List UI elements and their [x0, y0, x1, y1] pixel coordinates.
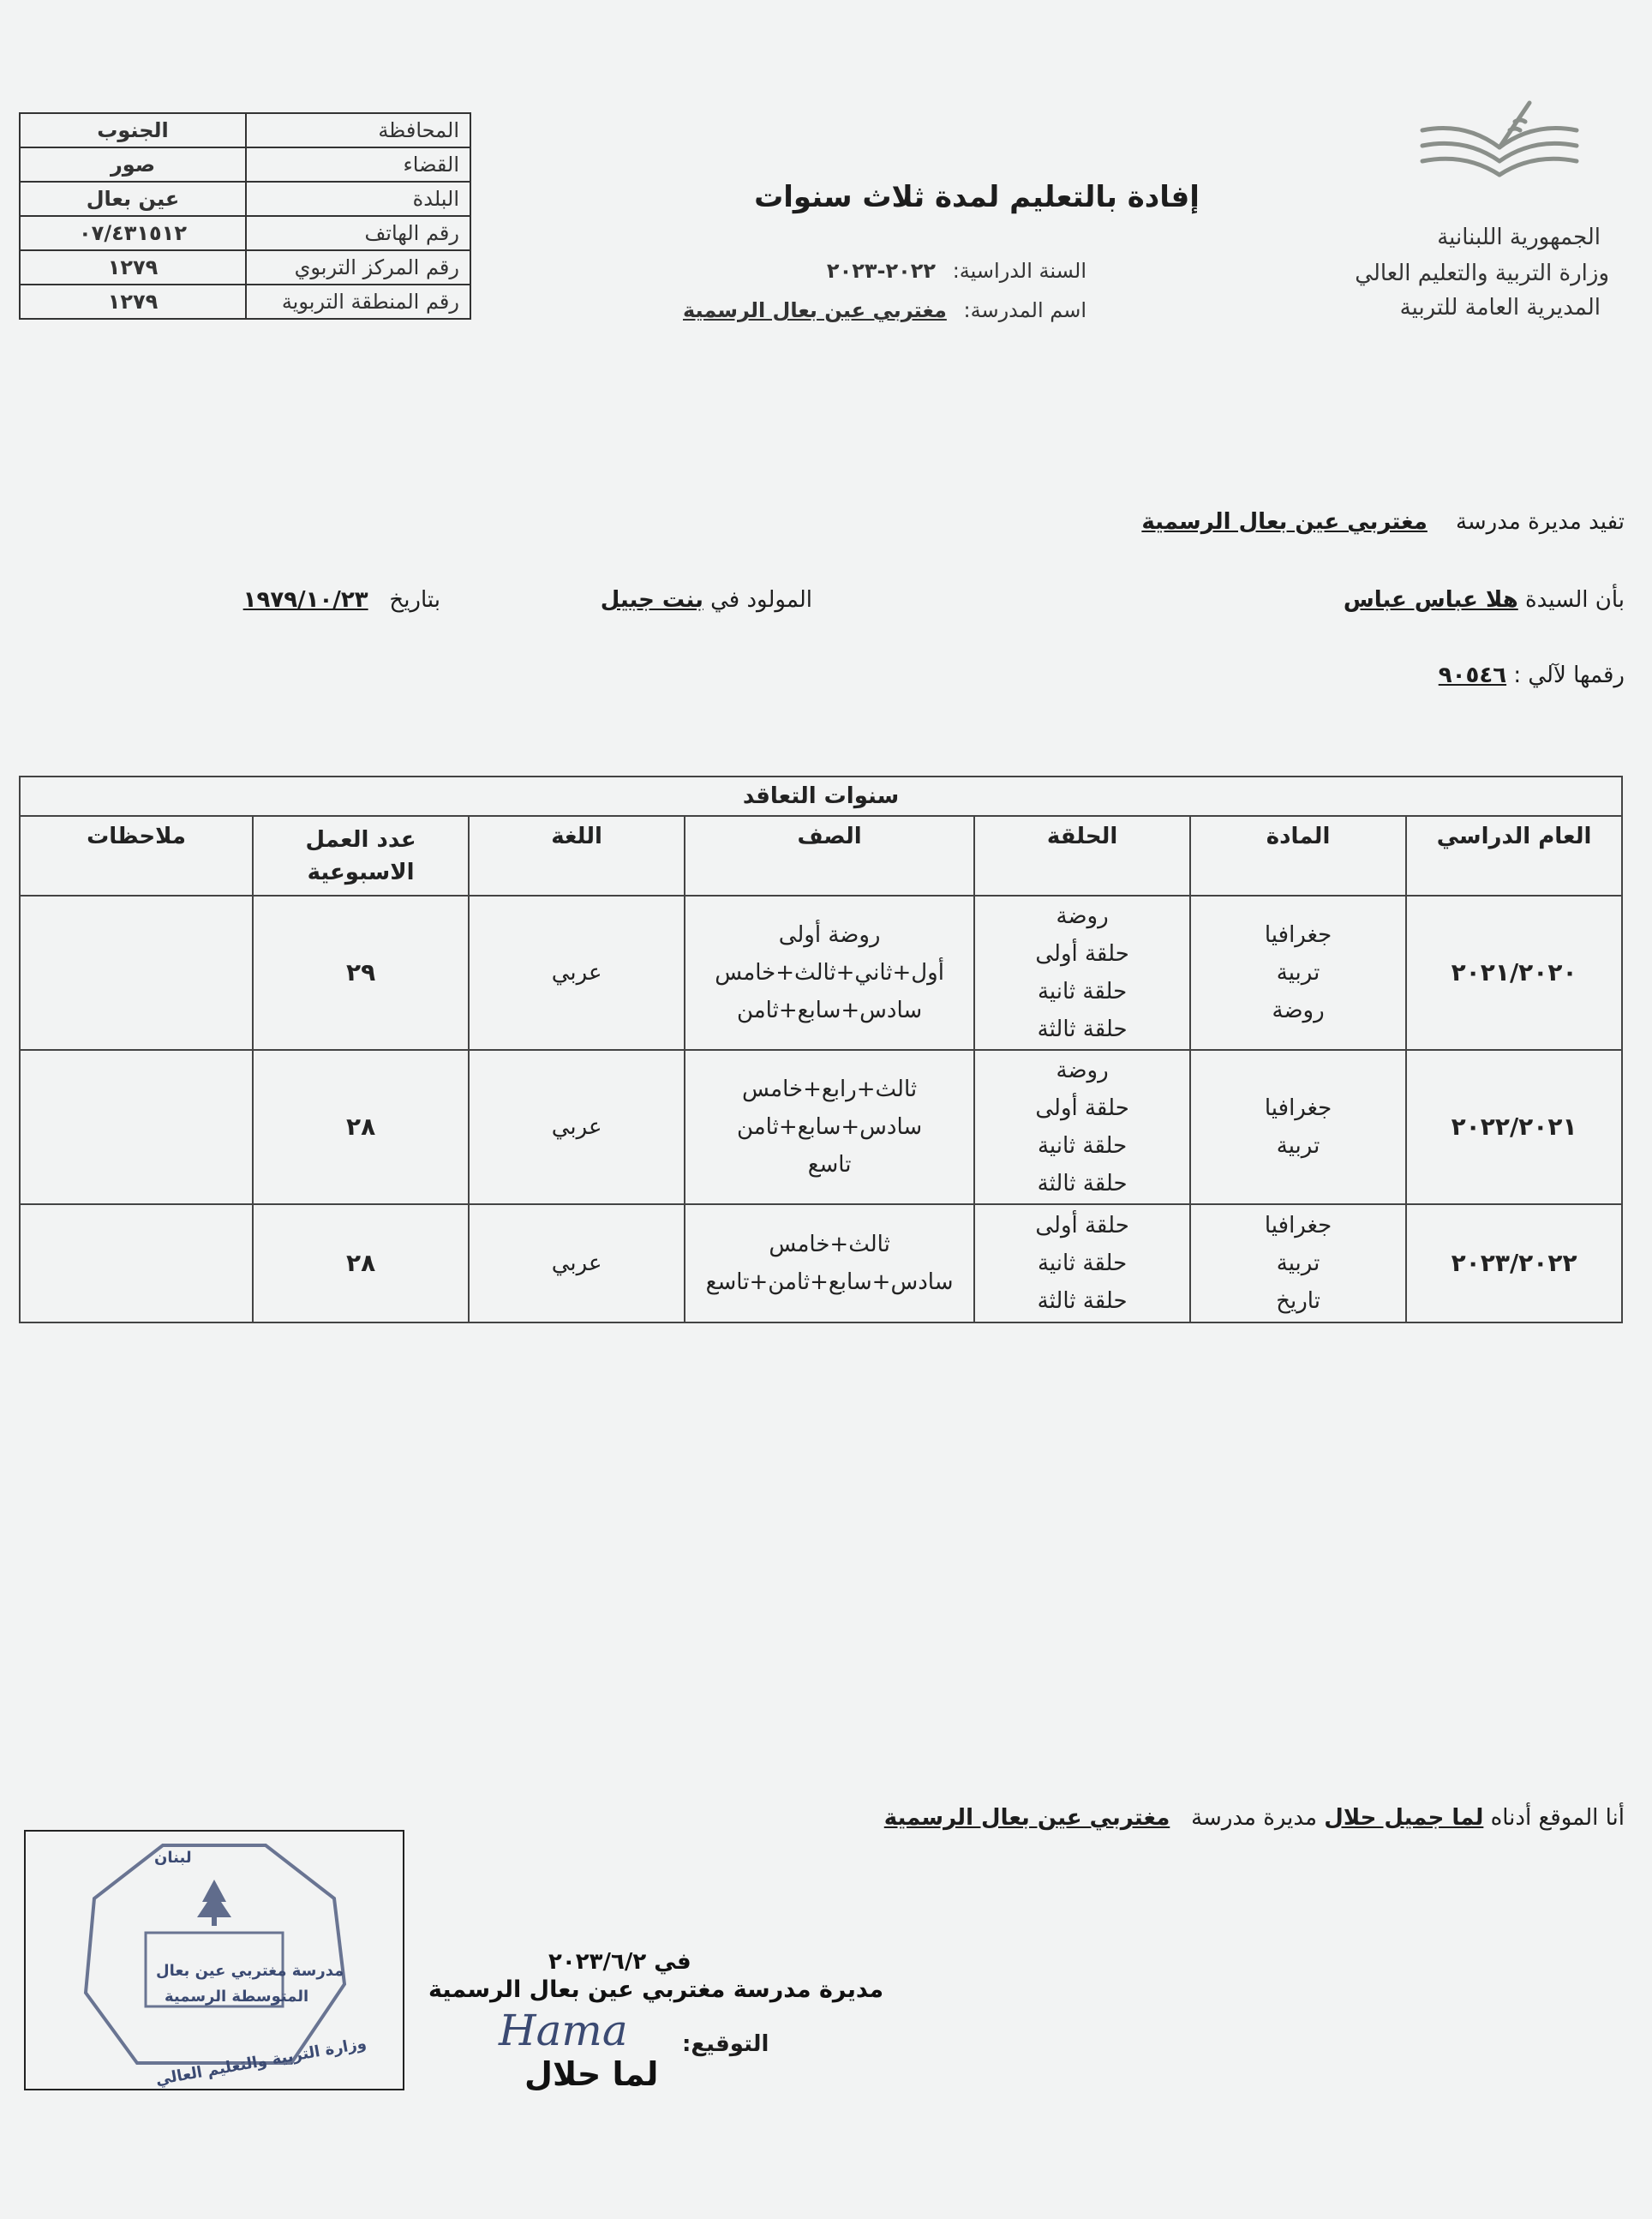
info-row — [20, 113, 470, 147]
body-l2-born-label: المولود في — [710, 587, 812, 613]
info-label: المحافظة — [246, 113, 470, 147]
body-l3-label: رقمها لآلي : — [1513, 663, 1625, 688]
info-value: ١٢٧٩ — [20, 285, 246, 319]
table-header-row — [20, 816, 1622, 896]
sign-l1-prefix: أنا الموقع أدناه — [1490, 1805, 1625, 1831]
table-row — [20, 896, 1622, 1050]
cell-cycle: روضة حلقة أولى حلقة ثانية حلقة ثالثة — [974, 896, 1190, 1050]
cell-year: ٢٠٢٣/٢٠٢٢ — [1406, 1204, 1622, 1322]
ministry-line-republic: الجمهورية اللبنانية — [1437, 225, 1601, 250]
body-line-1 — [1141, 509, 1625, 535]
cell-hours: ٢٨ — [253, 1204, 469, 1322]
stamp-top-text: لبنان — [154, 1849, 192, 1867]
sign-l1-name: لما جميل حلال — [1324, 1805, 1484, 1831]
cell-class: روضة أولى أول+ثاني+ثالث+خامس سادس+سابع+ثامن — [685, 896, 974, 1050]
cell-class: ثالث+خامس سادس+سابع+ثامن+تاسع — [685, 1204, 974, 1322]
cell-hours: ٢٩ — [253, 896, 469, 1050]
sign-label: التوقيع: — [682, 2031, 769, 2057]
info-label: القضاء — [246, 147, 470, 182]
body-l2-born-place: بنت جبيل — [600, 587, 703, 613]
info-label: رقم المنطقة التربوية — [246, 285, 470, 319]
cell-language: عربي — [469, 896, 685, 1050]
document-title: إفادة بالتعليم لمدة ثلاث سنوات — [754, 180, 1200, 214]
col-header-subject: المادة — [1190, 816, 1406, 896]
body-l2-date: ١٩٧٩/١٠/٢٣ — [242, 587, 368, 613]
signer-name: لما حلال — [524, 2055, 659, 2093]
col-header-cycle: الحلقة — [974, 816, 1190, 896]
stamp-line-1: مدرسة مغتربي عين بعال — [156, 1962, 344, 1980]
ministry-logo-icon — [1414, 96, 1585, 192]
info-value: الجنوب — [20, 113, 246, 147]
table-caption: سنوات التعاقد — [20, 777, 1622, 816]
signature-declaration-line — [884, 1805, 1625, 1831]
info-value: ٠٧/٤٣١٥١٢ — [20, 216, 246, 250]
col-header-class: الصف — [685, 816, 974, 896]
body-l2-name: هلا عباس عباس — [1343, 587, 1518, 613]
contract-years-table — [19, 776, 1623, 1323]
school-name-value: مغتربي عين بعال الرسمية — [682, 298, 947, 322]
stamp-box — [24, 1830, 404, 2090]
cell-subject: جغرافيا تربية روضة — [1190, 896, 1406, 1050]
info-row — [20, 182, 470, 216]
body-line-2-date — [243, 587, 440, 613]
school-year-value: ٢٠٢٢-٢٠٢٣ — [826, 259, 937, 283]
col-header-language: اللغة — [469, 816, 685, 896]
col-header-notes: ملاحظات — [20, 816, 253, 896]
info-value: ١٢٧٩ — [20, 250, 246, 285]
body-line-3 — [1439, 663, 1625, 688]
ministry-line-directorate: المديرية العامة للتربية — [1399, 295, 1601, 321]
sign-l1-role: مديرة مدرسة — [1191, 1805, 1317, 1831]
info-row — [20, 147, 470, 182]
col-header-year: العام الدراسي — [1406, 816, 1622, 896]
body-line-2-name — [1344, 587, 1625, 613]
table-row — [20, 1050, 1622, 1204]
school-year-label: السنة الدراسية: — [952, 259, 1086, 283]
info-row — [20, 216, 470, 250]
handwritten-signature: Hama — [499, 2006, 628, 2055]
sign-date: في ٢٠٢٣/٦/٢ — [548, 1949, 691, 1975]
body-l3-number: ٩٠٥٤٦ — [1438, 663, 1507, 688]
col-header-weekly-hours: عدد العمل الاسبوعية — [253, 816, 469, 896]
body-line-2-birthplace — [601, 587, 812, 613]
cell-language: عربي — [469, 1204, 685, 1322]
cell-year: ٢٠٢٢/٢٠٢١ — [1406, 1050, 1622, 1204]
cell-cycle: حلقة أولى حلقة ثانية حلقة ثالثة — [974, 1204, 1190, 1322]
school-year-line — [817, 259, 1086, 283]
school-info-table — [19, 112, 471, 320]
stamp-ring-text: وزارة التربية والتعليم العالي — [154, 2034, 368, 2090]
info-label: البلدة — [246, 182, 470, 216]
info-value: صور — [20, 147, 246, 182]
cell-language: عربي — [469, 1050, 685, 1204]
cell-notes — [20, 896, 253, 1050]
body-l1-school: مغتربي عين بعال الرسمية — [1141, 509, 1428, 535]
cell-subject: جغرافيا تربية — [1190, 1050, 1406, 1204]
info-row — [20, 250, 470, 285]
info-label: رقم المركز التربوي — [246, 250, 470, 285]
school-name-line — [673, 298, 1086, 322]
cell-year: ٢٠٢١/٢٠٢٠ — [1406, 896, 1622, 1050]
ministry-line-ministry: وزارة التربية والتعليم العالي — [1355, 261, 1609, 286]
body-l1-prefix: تفيد مديرة مدرسة — [1455, 509, 1625, 535]
body-l2-date-label: بتاريخ — [389, 587, 440, 613]
sign-school-line: مديرة مدرسة مغتربي عين بعال الرسمية — [428, 1976, 884, 2003]
cell-notes — [20, 1050, 253, 1204]
cell-notes — [20, 1204, 253, 1322]
stamp-line-2: المتوسطة الرسمية — [165, 1988, 309, 2006]
cell-cycle: روضة حلقة أولى حلقة ثانية حلقة ثالثة — [974, 1050, 1190, 1204]
cell-hours: ٢٨ — [253, 1050, 469, 1204]
table-caption-row — [20, 777, 1622, 816]
cell-subject: جغرافيا تربية تاريخ — [1190, 1204, 1406, 1322]
sign-l1-school: مغتربي عين بعال الرسمية — [883, 1805, 1170, 1831]
cell-class: ثالث+رابع+خامس سادس+سابع+ثامن تاسع — [685, 1050, 974, 1204]
info-value: عين بعال — [20, 182, 246, 216]
info-label: رقم الهاتف — [246, 216, 470, 250]
info-row — [20, 285, 470, 319]
table-row — [20, 1204, 1622, 1322]
school-name-label: اسم المدرسة: — [963, 298, 1086, 322]
body-l2-prefix: بأن السيدة — [1525, 587, 1625, 613]
